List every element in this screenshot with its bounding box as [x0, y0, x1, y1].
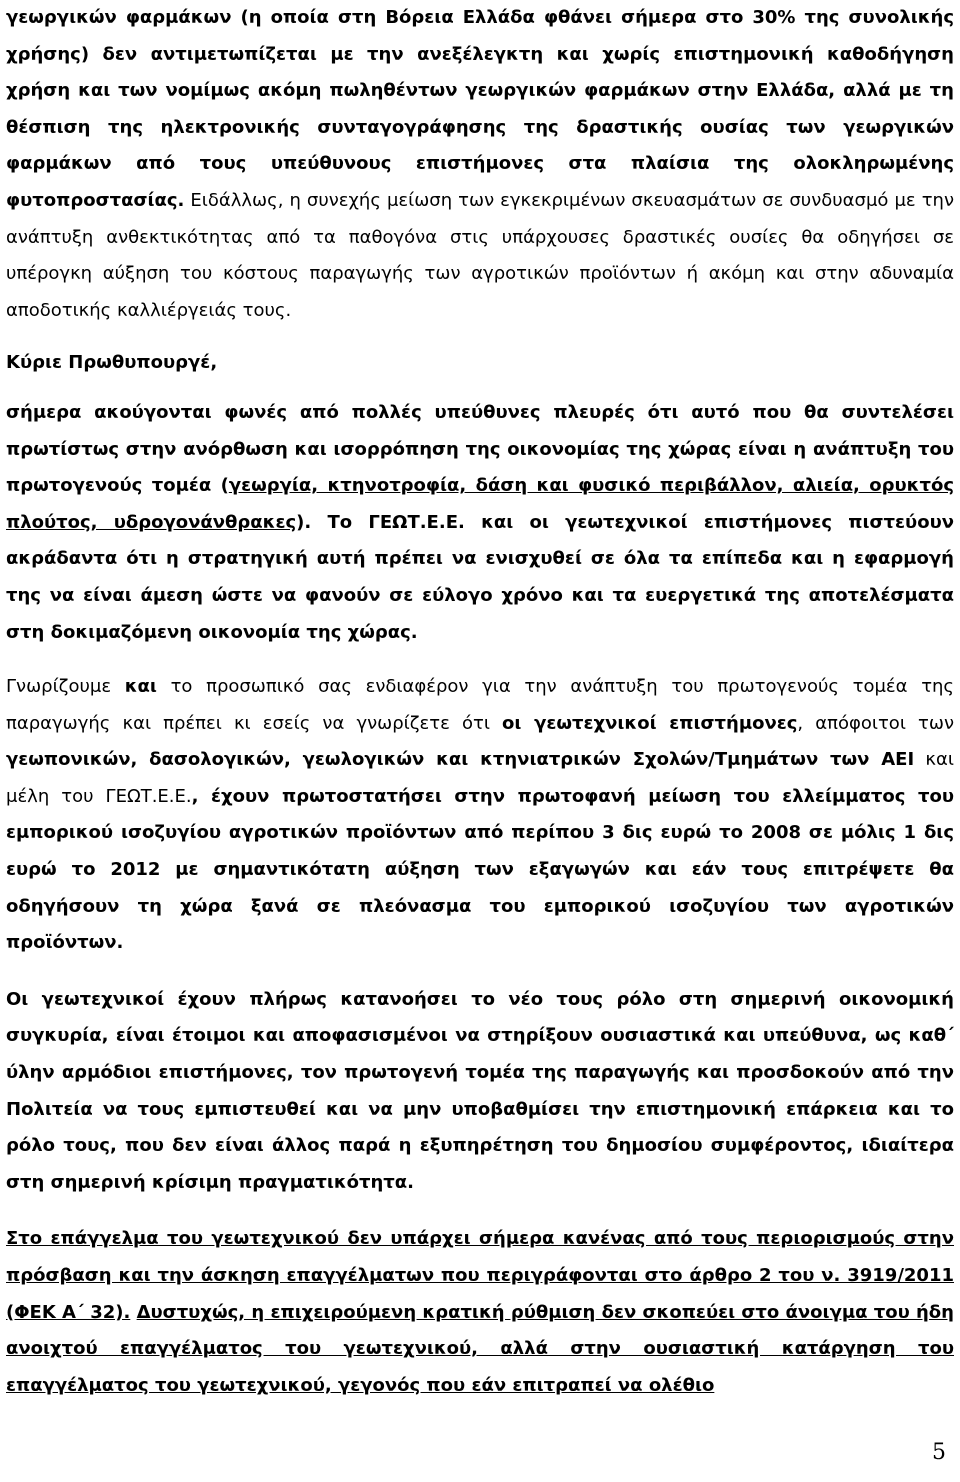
text-bold: , έχουν πρωτοστατήσει στην πρωτοφανή μείωση του ελλείμματος του εμπορικού ισοζυγίου αγροτικών προϊόντων από περίπου 3 δις ευρώ το 2008 σε μόλις 1 δις ευρώ το 2012 με σημαντικότατη αύξηση των εξαγωγών και εάν τους επιτρέψετε θα οδηγήσουν τη χώρα ξανά σε πλεόνασμα του εμπορικού ισοζυγίου των αγροτικών προϊόντων. — [6, 785, 954, 954]
paragraph-text: σήμερα ακούγονται φωνές από πολλές υπεύθυνες πλευρές ότι αυτό που θα συντελέσει πρωτίστως στην ανόρθωση και ισορρόπηση της οικονομίας της χώρας είναι η ανάπτυξη του πρωτογενούς τομέα ( — [6, 401, 954, 497]
paragraph-normal-text: Ειδάλλως, η συνεχής μείωση των εγκεκριμένων σκευασμάτων σε συνδυασμό με την ανάπτυξη ανθεκτικότητας από τα παθογόνα στις υπάρχουσες δραστικές ουσίες θα οδηγήσει σε υπέρογκη αύξηση του κόστους παραγωγής των αγροτικών προϊόντων ή ακόμη και στην αδυναμία αποδοτικής καλλιέργειάς τους. — [6, 189, 954, 321]
paragraph-profession — [6, 1221, 954, 1404]
page-number: 5 — [932, 1440, 946, 1465]
paragraph-new-role: Οι γεωτεχνικοί έχουν πλήρως κατανοήσει το νέο τους ρόλο στη σημερινή οικονομική συγκυρία, είναι έτοιμοι και αποφασισμένοι να στηρίξουν ουσιαστικά και υπεύθυνα, ως καθ΄ ύλην αρμόδιοι επιστήμονες, τον πρωτογενή τομέα της παραγωγής και προσδοκούν από την Πολιτεία να τους εμπιστευθεί και να μην υποβαθμίσει την επιστημονική επάρκεια και το ρόλο τους, που δεν είναι άλλος παρά η εξυπηρέτηση του δημοσίου συμφέροντος, ιδιαίτερα στη σημερινή κρίσιμη πραγματικότητα. — [6, 988, 954, 1193]
paragraph-bold-text: γεωργικών φαρμάκων (η οποία στη Βόρεια Ελλάδα φθάνει σήμερα στο 30% της συνολικής χρήσης) δεν αντιμετωπίζεται με την ανεξέλεγκτη και χωρίς επιστημονική καθοδήγηση χρήση και των νομίμως ακόμη πωληθέντων γεωργικών φαρμάκων στην Ελλάδα, αλλά με τη θέσπιση της ηλεκτρονικής συνταγογράφησης της δραστικής ουσίας των γεωργικών φαρμάκων από τους υπεύθυνους επιστήμονες στα πλαίσια της ολοκληρωμένης φυτοπροστασίας. — [6, 7, 954, 211]
text-normal: Γνωρίζουμε — [6, 676, 125, 698]
text-normal: , απόφοιτοι των — [797, 712, 954, 734]
text-normal: το προσωπικό σας ενδιαφέρον για την ανάπτυξη του πρωτογενούς τομέα της παραγωγής και πρέπει κι εσείς να γνωρίζετε ότι — [6, 676, 954, 734]
text-bold: γεωπονικών, δασολογικών, γεωλογικών και κτηνιατρικών Σχολών/Τμημάτων των ΑΕΙ — [6, 749, 915, 771]
text-bold: και — [124, 676, 157, 698]
underlined-text: Στο επάγγελμα του γεωτεχνικού δεν υπάρχει σήμερα κανένας από τους περιορισμούς στην πρόσβαση και την άσκηση επαγγέλματων που περιγράφονται στο άρθρο 2 του ν. 3919/2011 (ΦΕΚ Α΄ 32). — [6, 1228, 954, 1323]
paragraph-primary-sector — [6, 395, 954, 651]
text-bold: οι γεωτεχνικοί επιστήμονες — [502, 712, 798, 734]
paragraph-pesticides — [6, 0, 954, 329]
sector-list-underlined: γεωργία, κτηνοτροφία, δάση και φυσικό περιβάλλον, αλιεία, ορυκτός πλούτος, υδρογονάνθρακες — [6, 475, 954, 533]
underlined-text: Δυστυχώς, η επιχειρούμενη κρατική ρύθμιση δεν σκοπεύει στο άνοιγμα του ήδη ανοιχτού επαγγέλματος του γεωτεχνικού, αλλά στην ουσιαστική κατάργηση του επαγγέλματος του γεωτεχνικού, γεγονός που εάν επιτραπεί να ολέθιο — [6, 1301, 954, 1396]
salutation: Κύριε Πρωθυπουργέ, — [6, 352, 218, 374]
text-normal: και μέλη του ΓΕΩΤ.Ε.Ε. — [6, 749, 954, 807]
paragraph-text: ). Το ΓΕΩΤ.Ε.Ε. και οι γεωτεχνικοί επιστήμονες πιστεύουν ακράδαντα ότι η στρατηγική αυτή πρέπει να ενισχυθεί σε όλα τα επίπεδα και η εφαρμογή της να είναι άμεση ώστε να φανούν σε εύλογο χρόνο και τα ευεργετικά της αποτελέσματα στη δοκιμαζόμενη οικονομία της χώρας. — [6, 511, 954, 643]
paragraph-geotechnical-scientists — [6, 669, 954, 962]
